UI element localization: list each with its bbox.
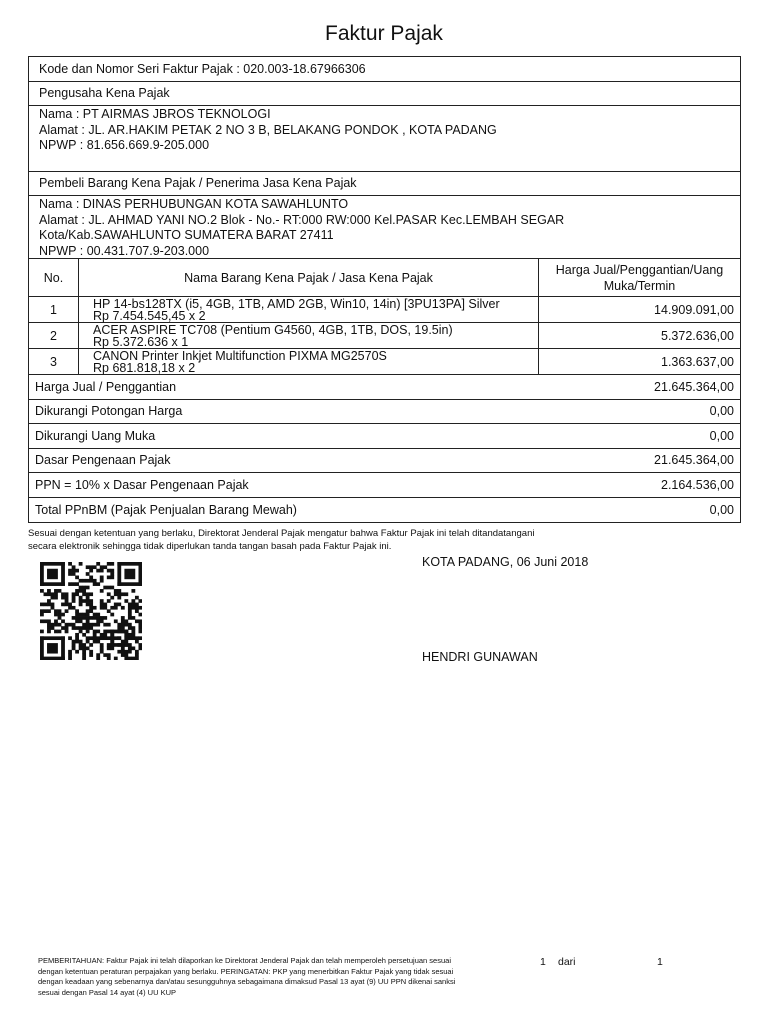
item-name: CANON Printer Inkjet Multifunction PIXMA MG2570S (93, 349, 387, 363)
footer-line: dengan ketentuan peraturan perpajakan yang berlaku. PERINGATAN: PKP yang menerbitkan Faktur Pajak yang tidak sesuai (38, 966, 454, 976)
place-date: KOTA PADANG, 06 Juni 2018 (422, 555, 589, 569)
item-price: 1.363.637,00 (661, 354, 734, 369)
pkp-details (29, 106, 740, 172)
page-current: 1 (540, 956, 546, 968)
item-price: 5.372.636,00 (661, 328, 734, 343)
item-name: ACER ASPIRE TC708 (Pentium G4560, 4GB, 1TB, DOS, 19.5in) (93, 323, 453, 337)
footer-line: dengan keadaan yang sebenarnya dan/atau sesungguhnya sebagaimana dimaksud Pasal 13 ayat (9) UU PPN dikenai sanksi (38, 977, 456, 986)
summary-ppn (29, 473, 740, 498)
item-name-cell (79, 297, 539, 322)
summary-label: Harga Jual / Penggantian (35, 379, 177, 394)
footer-line: sesuai dengan Pasal 14 ayat (4) UU KUP (38, 987, 176, 997)
e-signature-note (28, 527, 628, 553)
kode-seri: Kode dan Nomor Seri Faktur Pajak : 020.003-18.67966306 (29, 57, 740, 82)
summary-value: 2.164.536,00 (661, 477, 734, 492)
document-title: Faktur Pajak (325, 22, 443, 45)
page-total: 1 (657, 956, 663, 968)
summary-label: Dikurangi Uang Muka (35, 428, 156, 443)
summary-harga-jual (29, 375, 740, 400)
col-price-header: Harga Jual/Penggantian/Uang Muka/Termin (555, 262, 724, 293)
pkp-nama: Nama : PT AIRMAS JBROS TEKNOLOGI (39, 107, 271, 121)
pembeli-nama: Nama : DINAS PERHUBUNGAN KOTA SAWAHLUNTO (39, 197, 349, 211)
footer-line: PEMBERITAHUAN: Faktur Pajak ini telah dilaporkan ke Direktorat Jenderal Pajak dan telah memperoleh persetujuan sesuai (38, 956, 451, 965)
pembeli-details (29, 196, 740, 259)
item-detail: Rp 7.454.545,45 x 2 (93, 309, 206, 323)
signer-name: HENDRI GUNAWAN (422, 650, 538, 664)
qr-code-icon (40, 562, 142, 660)
pkp-header: Pengusaha Kena Pajak (29, 82, 740, 106)
summary-value: 21.645.364,00 (654, 453, 734, 468)
summary-ppnbm (29, 498, 740, 523)
summary-dpp (29, 449, 740, 474)
item-detail: Rp 5.372.636 x 1 (93, 335, 189, 349)
item-name: HP 14-bs128TX (i5, 4GB, 1TB, AMD 2GB, Win10, 14in) [3PU13PA] Silver (93, 297, 500, 311)
item-name-cell (79, 349, 539, 374)
pkp-npwp: NPWP : 81.656.669.9-205.000 (39, 138, 210, 152)
summary-label: Dikurangi Potongan Harga (35, 404, 183, 419)
summary-label: PPN = 10% x Dasar Pengenaan Pajak (35, 477, 249, 492)
pembeli-alamat: Alamat : JL. AHMAD YANI NO.2 Blok - No.- RT:000 RW:000 Kel.PASAR Kec.LEMBAH SEGAR (39, 212, 565, 227)
summary-value: 21.645.364,00 (654, 379, 734, 394)
summary-value: 0,00 (709, 428, 734, 443)
item-detail: Rp 681.818,18 x 2 (93, 361, 196, 375)
summary-value: 0,00 (709, 404, 734, 419)
summary-uang-muka (29, 424, 740, 449)
pembeli-kota: Kota/Kab.SAWAHLUNTO SUMATERA BARAT 27411 (39, 228, 334, 242)
summary-value: 0,00 (709, 502, 734, 517)
item-name-cell (79, 323, 539, 348)
footer-notice (38, 956, 478, 998)
summary-label: Dasar Pengenaan Pajak (35, 453, 171, 468)
item-price: 14.909.091,00 (654, 302, 734, 317)
table-row (29, 349, 740, 375)
col-name-header: Nama Barang Kena Pajak / Jasa Kena Pajak (79, 259, 539, 296)
items-table-header (29, 259, 740, 297)
page-separator: dari (558, 956, 576, 968)
col-no-header: No. (29, 259, 79, 296)
table-row (29, 297, 740, 323)
summary-potongan (29, 400, 740, 425)
item-no: 3 (29, 349, 79, 374)
pembeli-npwp: NPWP : 00.431.707.9-203.000 (39, 243, 210, 258)
pkp-alamat: Alamat : JL. AR.HAKIM PETAK 2 NO 3 B, BELAKANG PONDOK , KOTA PADANG (39, 122, 497, 137)
item-no: 2 (29, 323, 79, 348)
invoice-frame (28, 56, 741, 523)
note-line: Sesuai dengan ketentuan yang berlaku, Direktorat Jenderal Pajak mengatur bahwa Faktur Pajak ini telah ditandatangani (28, 528, 535, 539)
table-row (29, 323, 740, 349)
note-line: secara elektronik sehingga tidak diperlukan tanda tangan basah pada Faktur Pajak ini. (28, 541, 392, 552)
item-no: 1 (29, 297, 79, 322)
summary-label: Total PPnBM (Pajak Penjualan Barang Mewah) (35, 502, 297, 517)
pembeli-header: Pembeli Barang Kena Pajak / Penerima Jasa Kena Pajak (29, 172, 740, 196)
